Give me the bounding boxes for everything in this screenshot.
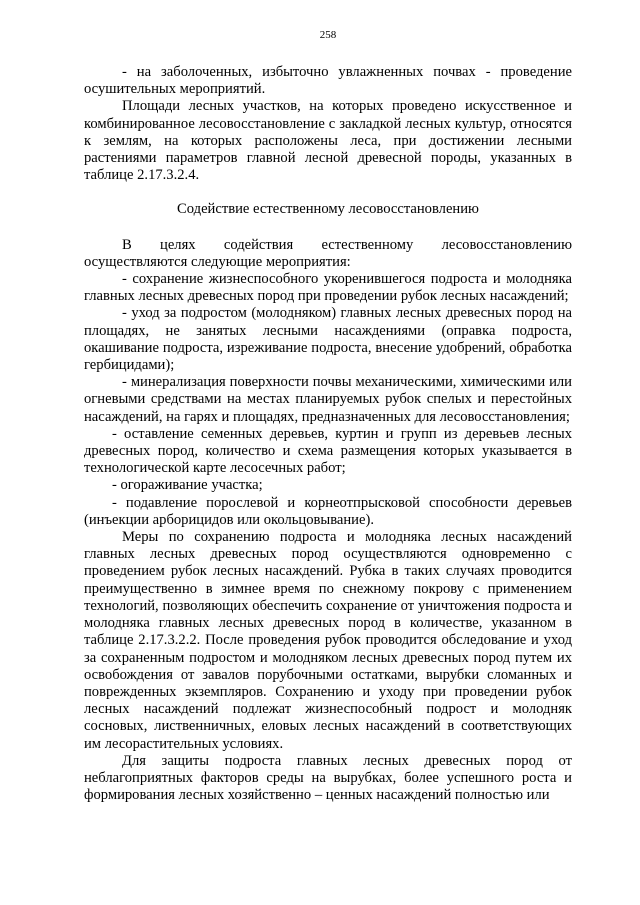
section-heading: Содействие естественному лесовосстановлению (177, 201, 479, 218)
paragraph-drainage: - на заболоченных, избыточно увлажненных почвах - проведение осушительных мероприятий. (84, 64, 572, 98)
paragraph-measures: Меры по сохранению подроста и молодняка лесных насаждений главных лесных древесных пород осуществляются одновременно с проведением рубок лесных насаждений. Рубка в таких случаях проводится преимущественно в зимнее время по снежному покрову с применением технологий, позволяющих обеспечить сохранение от уничтожения подроста и молодняка главных лесных древесных пород в количестве, указанном в таблице 2.17.3.2.2. После проведения рубок проводится обследование и уход за сохраненным подростом и молодняком лесных древесных пород путем их освобождения от завалов порубочными остатками, вырубки сломанных и поврежденных экземпляров. Сохранению и уходу при проведении рубок лесных насаждений подлежат жизнеспособный подрост и молодняк сосновых, лиственничных, еловых лесных насаждений в соответствующих им лесорастительных условиях. (84, 529, 572, 752)
paragraph-forest-areas: Площади лесных участков, на которых проведено искусственное и комбинированное лесовосстановление с закладкой лесных культур, относятся к землям, на которых расположены леса, при достижении лесными растениями параметров главной лесной древесной породы, указанных в таблице 2.17.3.2.4. (84, 98, 572, 184)
list-item-preservation: - сохранение жизнеспособного укоренившегося подроста и молодняка главных лесных древесных пород при проведении рубок лесных насаждений; (84, 271, 572, 305)
list-item-mineralization: - минерализация поверхности почвы механическими, химическими или огневыми средствами на местах планируемых рубок спелых и перестойных насаждений, на гарях и площадях, предназначенных для лесовосстановления; (84, 374, 572, 425)
paragraph-intro: В целях содействия естественному лесовосстановлению осуществляются следующие мероприятия: (84, 236, 572, 270)
list-item-seed-trees: - оставление семенных деревьев, куртин и групп из деревьев лесных древесных пород, количество и схема размещения которых указывается в технологической карте лесосечных работ; (84, 425, 572, 477)
page-number: 258 (319, 29, 337, 41)
list-item-fencing: - огораживание участка; (112, 477, 263, 494)
list-item-care: - уход за подростом (молодняком) главных лесных древесных пород на площадях, не занятых лесными насаждениями (оправка подроста, окашивание подроста, изреживание подроста, внесение удобрений, обработка гербицидами); (84, 305, 572, 374)
list-item-suppression: - подавление порослевой и корнеотпрысковой способности деревьев (инъекции арборицидов или окольцовывание). (84, 494, 572, 528)
document-page (84, 28, 572, 804)
paragraph-protection: Для защиты подроста главных лесных древесных пород от неблагоприятных факторов среды на вырубках, более успешного роста и формирования лесных хозяйственно – ценных насаждений полностью или (84, 752, 572, 804)
